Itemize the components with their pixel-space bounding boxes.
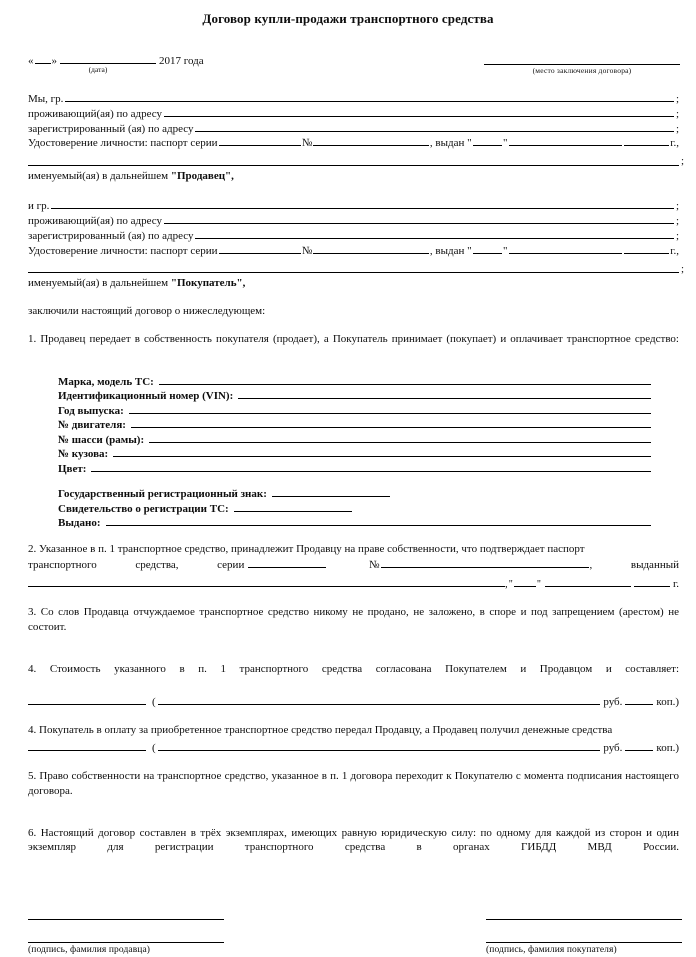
place-caption: (место заключения договора) (532, 66, 632, 76)
spec-input-year[interactable] (129, 402, 651, 414)
spec-input-certificate[interactable] (234, 500, 352, 512)
seller-issuer-semicolon: ; (680, 154, 684, 167)
quote-close: » (51, 55, 57, 68)
payment-paren-open: ( (152, 742, 156, 755)
buyer-intro-label: и гр. (28, 200, 50, 213)
buyer-registered-address-input[interactable] (195, 227, 673, 239)
price-kop-label: коп.) (656, 695, 679, 708)
clause-4-payment-money-row (28, 739, 679, 756)
year-label: 2017 года (159, 55, 204, 68)
buyer-signature-caption: (подпись, фамилия покупателя) (486, 945, 617, 956)
spec-label-vin: Идентификационный номер (VIN): (58, 390, 234, 403)
clause-2-word-vydannyi: выданный (630, 559, 679, 572)
spec-row-marka (58, 373, 679, 388)
buyer-passport-series-input[interactable] (219, 242, 301, 253)
clause-1: 1. Продавец передает в собственность покупателя (продает), а Покупатель принимает (покупает) и оплачивает транспортное средство: (28, 332, 679, 345)
spec-label-chassis: № шасси (рамы): (58, 433, 145, 446)
seller-issued-quote: " (503, 137, 508, 150)
seller-name-semicolon: ; (675, 92, 679, 105)
seller-registered-address-input[interactable] (195, 120, 673, 132)
clause-2-comma: , (589, 559, 593, 572)
spec-input-plate[interactable] (272, 485, 390, 497)
seller-issuer-input[interactable] (28, 153, 684, 167)
clause-2-line-1: 2. Указанное в п. 1 транспортное средство, принадлежит Продавцу на праве собственности, что подтверждает паспорт (28, 542, 585, 555)
clause-2-year-suffix: г. (672, 578, 679, 591)
seller-issue-month-input[interactable] (509, 135, 623, 146)
seller-living-address-label: проживающий(ая) по адресу (28, 107, 163, 120)
payment-figure-input[interactable] (28, 739, 146, 751)
clause-2-quote-open: " (508, 579, 513, 591)
buyer-passport-number-input[interactable] (313, 242, 429, 253)
price-rub-label: руб. (603, 695, 623, 708)
seller-living-address-row (28, 105, 679, 120)
day-input[interactable] (35, 54, 51, 64)
agreement-line: заключили настоящий договор о нижеследующем: (28, 305, 266, 318)
seller-issue-year-input[interactable] (624, 135, 669, 146)
spec-input-color[interactable] (91, 460, 651, 472)
spec-row-vin (58, 387, 679, 402)
buyer-passport-row (28, 242, 679, 257)
date-and-place-row (0, 53, 696, 75)
buyer-name-input[interactable] (51, 197, 674, 209)
buyer-passport-number-sign: № (301, 244, 313, 257)
vehicle-spec-list (28, 373, 679, 529)
seller-role-prefix: именуемый(ая) в дальнейшем (28, 169, 171, 182)
signature-section (0, 907, 696, 957)
spec-row-year (58, 402, 679, 417)
spec-label-year: Год выпуска: (58, 404, 124, 417)
price-paren-open: ( (152, 695, 156, 708)
clause-2 (28, 542, 679, 593)
buyer-issue-year-suffix: г., (670, 244, 679, 257)
buyer-issued-label: , выдан " (429, 244, 472, 257)
clause-5: 5. Право собственности на транспортное средство, указанное в п. 1 договора переходит к Покупателю с момента подписания настоящего договора. (28, 770, 679, 797)
buyer-role-line (28, 277, 679, 291)
contract-date-block (28, 53, 204, 75)
buyer-role-prefix: именуемый(ая) в дальнейшем (28, 277, 171, 290)
seller-passport-row (28, 135, 679, 150)
spec-input-chassis[interactable] (149, 431, 651, 443)
pts-issue-year-input[interactable] (634, 575, 670, 587)
buyer-registered-address-label: зарегистрированный (ая) по адресу (28, 230, 194, 243)
clause-2-line-3 (28, 575, 679, 592)
payment-rub-label: руб. (603, 742, 623, 755)
spec-label-plate: Государственный регистрационный знак: (58, 488, 267, 501)
spec-row-issued-by (58, 514, 679, 529)
spec-input-body[interactable] (113, 445, 651, 457)
spec-input-marka[interactable] (159, 373, 651, 385)
buyer-issued-quote: " (503, 244, 508, 257)
buyer-name-semicolon: ; (675, 200, 679, 213)
page-title: Договор купли-продажи транспортного средства (202, 11, 494, 26)
seller-issued-label: , выдан " (429, 137, 472, 150)
spec-row-chassis (58, 431, 679, 446)
date-caption: (дата) (88, 65, 108, 75)
seller-passport-number-input[interactable] (313, 135, 429, 146)
place-of-contract-block (484, 53, 680, 75)
pts-issue-month-input[interactable] (545, 575, 631, 587)
buyer-living-semicolon: ; (675, 215, 679, 228)
spec-input-vin[interactable] (238, 387, 651, 399)
pts-number-input[interactable] (381, 556, 589, 568)
seller-passport-number-sign: № (301, 137, 313, 150)
seller-living-address-input[interactable] (164, 105, 674, 117)
seller-registered-address-label: зарегистрированный (ая) по адресу (28, 122, 194, 135)
seller-role-label: "Продавец", (170, 169, 234, 182)
buyer-signature-block (486, 907, 682, 957)
clause-2-word-transport: транспортного (28, 559, 97, 572)
clause-2-word-serii: серии (217, 559, 245, 572)
seller-issue-day-input[interactable] (473, 135, 502, 146)
spec-label-certificate: Свидетельство о регистрации ТС: (58, 502, 229, 515)
spec-input-engine[interactable] (131, 416, 651, 428)
clause-2-quote-close: " (536, 579, 541, 591)
clause-2-number-sign: № (368, 559, 380, 572)
spec-gap (58, 474, 679, 485)
spec-row-engine (58, 416, 679, 431)
buyer-party-block (28, 197, 684, 291)
buyer-role-label: "Покупатель", (170, 277, 246, 290)
spec-label-body: № кузова: (58, 448, 109, 461)
buyer-issue-day-input[interactable] (473, 242, 502, 253)
buyer-issue-month-input[interactable] (509, 242, 623, 253)
clause-2-line-2 (28, 556, 679, 573)
payment-kopeck-input[interactable] (625, 739, 653, 751)
buyer-living-address-label: проживающий(ая) по адресу (28, 215, 163, 228)
seller-passport-label: Удостоверение личности: паспорт серии (28, 137, 218, 150)
seller-signature-line-bottom[interactable] (28, 920, 224, 943)
clause-2-word-sredstva: средства, (135, 559, 179, 572)
buyer-living-address-row (28, 212, 679, 227)
spec-label-color: Цвет: (58, 462, 87, 475)
spec-label-engine: № двигателя: (58, 419, 126, 432)
buyer-name-row (28, 197, 679, 212)
spec-input-issued-by[interactable] (106, 514, 652, 526)
seller-name-input[interactable] (65, 90, 674, 102)
seller-passport-series-input[interactable] (219, 135, 301, 146)
pts-issue-day-input[interactable] (514, 575, 536, 587)
price-words-input[interactable] (158, 693, 601, 705)
clause-2-comma-tail: , (505, 578, 508, 591)
seller-registered-address-row (28, 120, 679, 135)
buyer-issue-year-input[interactable] (624, 242, 669, 253)
month-input[interactable] (60, 53, 156, 64)
seller-registered-semicolon: ; (675, 122, 679, 135)
spec-row-certificate (58, 500, 679, 515)
price-kopeck-input[interactable] (625, 693, 653, 705)
document-body (0, 90, 696, 870)
seller-signature-caption: (подпись, фамилия продавца) (28, 945, 151, 956)
clause-4-price-text: 4. Стоимость указанного в п. 1 транспортного средства согласована Покупателем и Продавцом и составляет: (28, 662, 679, 675)
seller-signature-line-top[interactable] (28, 907, 224, 920)
quote-open: « (28, 55, 34, 68)
clause-4-price-money-row (28, 693, 679, 710)
clause-4-payment (28, 723, 679, 757)
spec-row-body (58, 445, 679, 460)
buyer-signature-line-top[interactable] (486, 907, 682, 920)
spec-label-issued-by: Выдано: (58, 517, 101, 530)
price-figure-input[interactable] (28, 693, 146, 705)
clause-4-price (28, 662, 679, 710)
seller-role-line (28, 170, 679, 184)
seller-party-block (28, 90, 684, 184)
buyer-issuer-input[interactable] (28, 260, 684, 275)
seller-name-row (28, 90, 679, 105)
clause-4-payment-text: 4. Покупатель в оплату за приобретенное транспортное средство передал Продавцу, а Продавец получил денежные средства (28, 723, 613, 736)
seller-intro-label: Мы, гр. (28, 92, 64, 105)
spec-row-plate (58, 485, 679, 500)
pts-series-input[interactable] (248, 556, 326, 568)
spec-row-color (58, 460, 679, 475)
seller-signature-block (28, 907, 224, 957)
seller-issue-year-suffix: г., (670, 137, 679, 150)
buyer-passport-label: Удостоверение личности: паспорт серии (28, 244, 218, 257)
payment-words-input[interactable] (158, 739, 601, 751)
place-input[interactable] (484, 53, 680, 65)
buyer-registered-address-row (28, 227, 679, 242)
buyer-registered-semicolon: ; (675, 230, 679, 243)
buyer-living-address-input[interactable] (164, 212, 674, 224)
buyer-issuer-semicolon: ; (680, 262, 684, 275)
buyer-signature-line-bottom[interactable] (486, 920, 682, 943)
clause-3: 3. Со слов Продавца отчуждаемое транспортное средство никому не продано, не заложено, в споре и под запрещением (арестом) не состоит. (28, 606, 679, 633)
payment-kop-label: коп.) (656, 742, 679, 755)
clause-6: 6. Настоящий договор составлен в трёх экземплярах, имеющих равную юридическую силу: по одному для каждой из сторон и один экземпляр для регистрации транспортного средства в органах ГИБДД МВД России. (28, 826, 679, 854)
seller-living-semicolon: ; (675, 107, 679, 120)
spec-label-marka: Марка, модель ТС: (58, 375, 154, 388)
pts-issuer-input[interactable] (28, 575, 505, 587)
